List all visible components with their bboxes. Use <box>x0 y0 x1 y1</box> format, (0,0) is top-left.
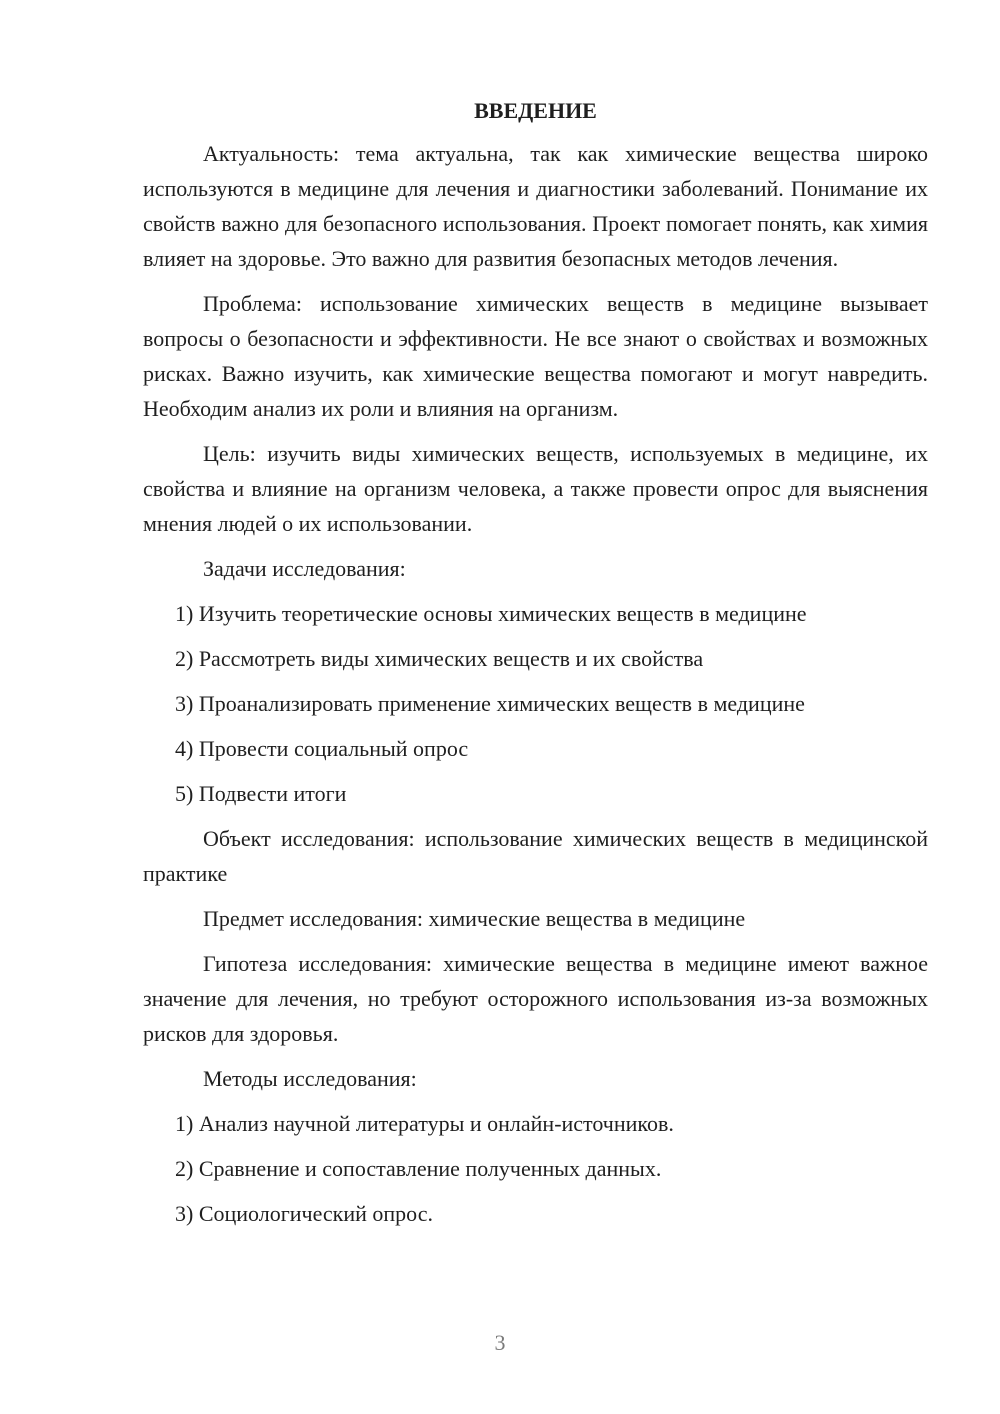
list-item: 1) Анализ научной литературы и онлайн-источников. <box>175 1111 674 1136</box>
page-title: ВВЕДЕНИЕ <box>474 98 597 123</box>
methods-heading: Методы исследования: <box>203 1066 417 1091</box>
subject-paragraph: Предмет исследования: химические вещества в медицине <box>203 906 746 931</box>
document-page <box>143 96 928 1231</box>
hypothesis-paragraph: Гипотеза исследования: химические вещества в медицине имеют важное значение для лечения, но требуют осторожного использования из-за возможных рисков для здоровья. <box>143 951 928 1046</box>
problem-paragraph: Проблема: использование химических веществ в медицине вызывает вопросы о безопасности и эффективности. Не все знают о свойствах и возможных рисках. Важно изучить, как химические вещества помогают и могут навредить. Необходим анализ их роли и влияния на организм. <box>143 291 928 421</box>
list-item: 3) Социологический опрос. <box>175 1201 433 1226</box>
object-paragraph: Объект исследования: использование химических веществ в медицинской практике <box>143 826 928 886</box>
methods-list <box>143 1106 928 1231</box>
tasks-list <box>143 596 928 811</box>
tasks-heading: Задачи исследования: <box>203 556 406 581</box>
relevance-paragraph: Актуальность: тема актуальна, так как химические вещества широко используются в медицине для лечения и диагностики заболеваний. Понимание их свойств важно для безопасного использования. Проект помогает понять, как химия влияет на здоровье. Это важно для развития безопасных методов лечения. <box>143 141 928 271</box>
list-item: 2) Рассмотреть виды химических веществ и их свойства <box>175 646 704 671</box>
page-number: 3 <box>494 1330 506 1355</box>
list-item: 3) Проанализировать применение химических веществ в медицине <box>175 691 805 716</box>
list-item: 2) Сравнение и сопоставление полученных данных. <box>175 1156 662 1181</box>
list-item: 1) Изучить теоретические основы химических веществ в медицине <box>175 601 807 626</box>
goal-paragraph: Цель: изучить виды химических веществ, используемых в медицине, их свойства и влияние на организм человека, а также провести опрос для выяснения мнения людей о их использовании. <box>143 441 928 536</box>
list-item: 5) Подвести итоги <box>175 781 347 806</box>
list-item: 4) Провести социальный опрос <box>175 736 469 761</box>
